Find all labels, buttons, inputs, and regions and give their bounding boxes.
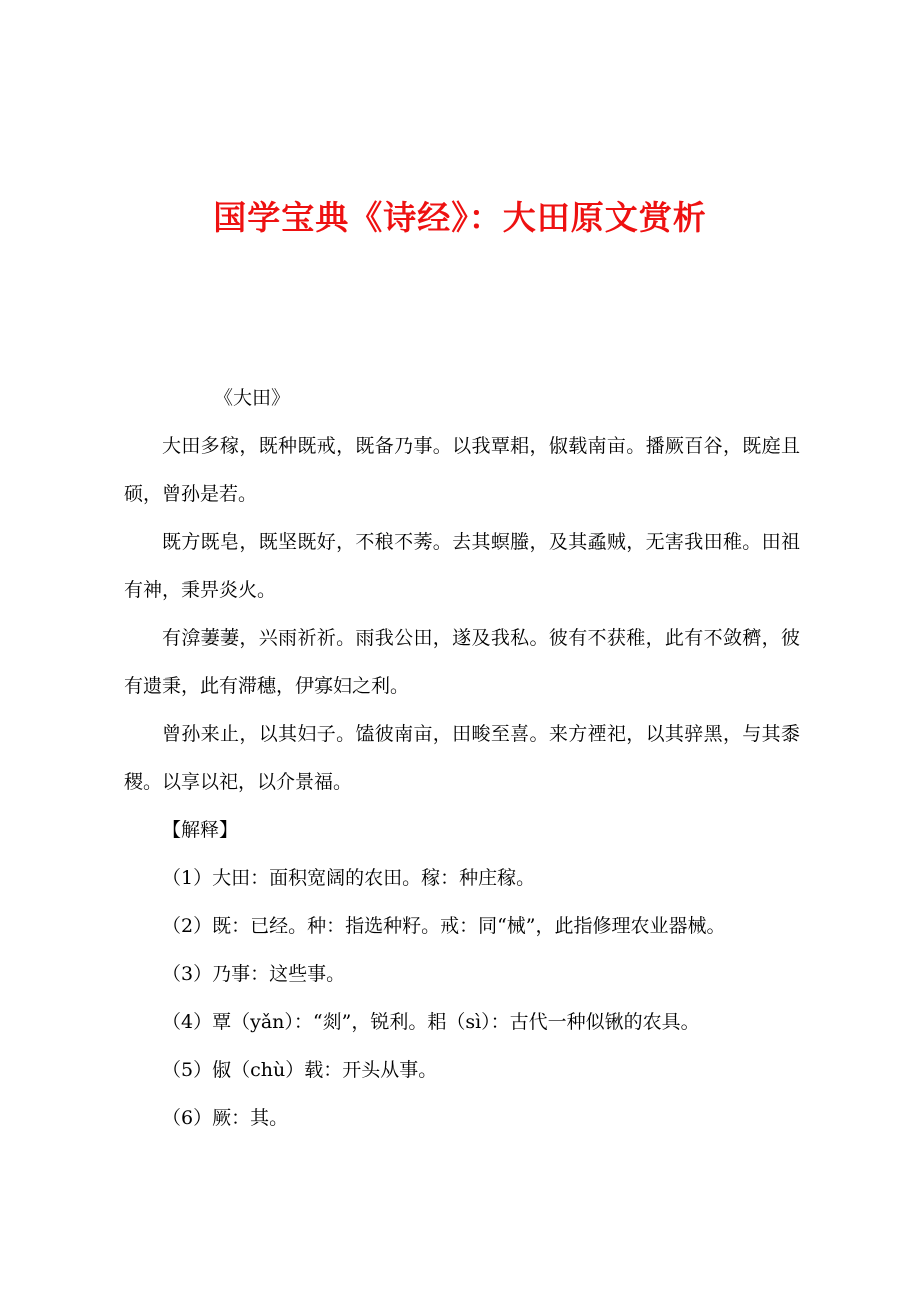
note-item-6: （6）厥：其。 bbox=[162, 1107, 289, 1129]
poem-title: 《大田》 bbox=[214, 387, 291, 409]
note-item-2: （2）既：已经。种：指选种籽。戒：同“械”，此指修理农业器械。 bbox=[162, 915, 726, 937]
note-item-5: （5）俶（chù）载：开头从事。 bbox=[162, 1059, 438, 1081]
note-item-3: （3）乃事：这些事。 bbox=[162, 963, 346, 985]
poem-stanza-3: 有渰萋萋，兴雨祈祈。雨我公田，遂及我私。彼有不获稚，此有不敛穧，彼有遗秉，此有滞穗，伊寡妇之利。 bbox=[124, 627, 800, 697]
note-item-4: （4）覃（yǎn）：“剡”，锐利。耜（sì）：古代一种似锹的农具。 bbox=[162, 1011, 700, 1033]
poem-stanza-1: 大田多稼，既种既戒，既备乃事。以我覃耜，俶载南亩。播厥百谷，既庭且硕，曾孙是若。 bbox=[124, 435, 800, 505]
document-body bbox=[124, 374, 800, 1142]
poem-stanza-4: 曾孙来止，以其妇子。馌彼南亩，田畯至喜。来方禋祀，以其骍黑，与其黍稷。以享以祀，以介景福。 bbox=[124, 723, 800, 793]
poem-stanza-2: 既方既皂，既坚既好，不稂不莠。去其螟螣，及其蟊贼，无害我田稚。田祖有神，秉畀炎火。 bbox=[124, 531, 800, 601]
notes-header: 【解释】 bbox=[162, 819, 239, 841]
document-title: 国学宝典《诗经》：大田原文赏析 bbox=[213, 198, 707, 237]
note-item-1: （1）大田：面积宽阔的农田。稼：种庄稼。 bbox=[162, 867, 536, 889]
